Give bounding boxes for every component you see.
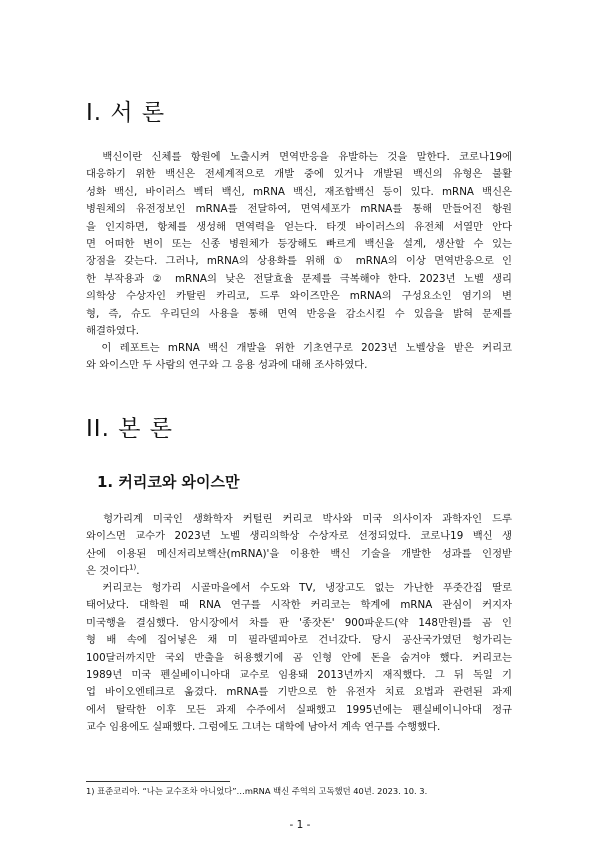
text-line: 에서 탈락한 이후 모든 과제 수주에서 실패했고 1995년에는 펜실베이니아대 정규 [86,703,512,716]
text-line: 와 와이스만 두 사람의 연구와 그 응용 성과에 대해 조사하였다. [86,359,368,372]
footnote-reference: 1) [129,563,137,572]
section-title-introduction: I. 서 론 [86,100,166,126]
body-paragraph-2 [86,580,512,737]
text-line: 미국행을 결심했다. 암시장에서 차를 판 '종잣돈' 900파운드(약 148만원)를 곰 인 [86,616,512,629]
text-line: 을 인지하면, 항체를 생성해 면역력을 얻는다. 타겟 바이러스의 유전체 서열만 안다 [86,220,512,233]
body-paragraph-1 [86,511,512,581]
text-line: 병원체의 유전정보인 mRNA를 전달하여, 면역세포가 mRNA를 통해 만들어진 항원 [86,203,512,216]
text-line: 면 어떠한 변이 또는 신종 병원체가 등장해도 빠르게 백신을 설계, 생산할 수 있는 [86,238,512,251]
text-line: 교수 임용에도 실패했다. 그럼에도 그녀는 대학에 남아서 계속 연구를 수행했다. [86,721,441,734]
text-line: 의학상 수상자인 카탈린 카리코, 드루 와이즈만은 mRNA의 구성요소인 염기의 변 [86,290,512,303]
text-line: 해결하였다. [86,325,140,338]
text-line: 한 부작용과 ② mRNA의 낮은 전달효율 문제를 극복해야 한다. 2023년 노벨 생리 [86,272,512,285]
text-line: 태어났다. 대학원 때 RNA 연구를 시작한 커리코는 학계에 mRNA 관심이 커지자 [86,599,512,612]
intro-paragraph-2 [86,340,512,375]
footnote-divider [86,781,230,782]
text-line: 산에 이용된 메신저리보핵산(mRNA)'을 이용한 백신 기술을 개발한 성과를 인정받 [86,547,512,560]
text-line [86,563,512,580]
text-line: 와이스먼 교수가 2023년 노벨 생리의학상 수상자로 선정되었다. 코로나19 백신 생 [86,530,512,543]
subsection-title-kariko-weissman: 1. 커리코와 와이스만 [97,473,240,491]
text-line: 대응하기 위한 백신은 전세계적으로 개발 중에 있거나 개발된 백신의 유형은 불활 [86,168,512,181]
section-title-body: II. 본 론 [86,416,173,442]
text-line: 이 레포트는 mRNA 백신 개발을 위한 기초연구로 2023년 노벨상을 받은 커리코 [86,342,512,354]
text-line: 장점을 갖는다. 그러나, mRNA의 상용화를 위해 ① mRNA의 이상 면역반응으로 인 [86,255,512,268]
footnote: 1) 표준코리아. “나는 교수조차 아니었다”…mRNA 백신 주역의 고독했던 40년. 2023. 10. 3. [86,786,428,796]
text-line: 백신이란 신체를 항원에 노출시켜 면역반응을 유발하는 것을 말한다. 코로나19에 [86,151,512,163]
text-line: 형, 즉, 슈도 우리딘의 사용을 통해 면역 반응을 감소시킬 수 있음을 밝혀 문제를 [86,307,512,320]
intro-paragraph-1 [86,149,512,340]
text-line: 업 바이오엔테크로 옮겼다. mRNA를 기반으로 한 유전자 치료 요법과 관련된 과제 [86,686,512,699]
text-fragment: 은 것이다 [86,565,130,578]
text-line: 성화 백신, 바이러스 벡터 백신, mRNA 백신, 재조합백신 등이 있다. mRNA 백신은 [86,185,512,198]
text-line: 헝가리계 미국인 생화학자 커털린 커리코 박사와 미국 의사이자 과학자인 드루 [86,513,512,525]
text-line: 100달러까지만 국외 반출을 허용했기에 곰 인형 안에 돈을 숨겨야 했다. 커리코는 [86,651,512,664]
text-fragment: . [136,565,140,578]
text-line: 형 배 속에 집어넣은 채 미 필라델피아로 건너갔다. 당시 공산국가였던 헝가리는 [86,634,512,647]
text-line: 1989년 미국 펜실베이니아대 교수로 임용돼 2013년까지 재직했다. 그 뒤 독일 기 [86,669,512,682]
page-number: - 1 - [289,819,311,831]
text-line: 커리코는 헝가리 시골마을에서 수도와 TV, 냉장고도 없는 가난한 푸줏간집 딸로 [86,582,512,594]
